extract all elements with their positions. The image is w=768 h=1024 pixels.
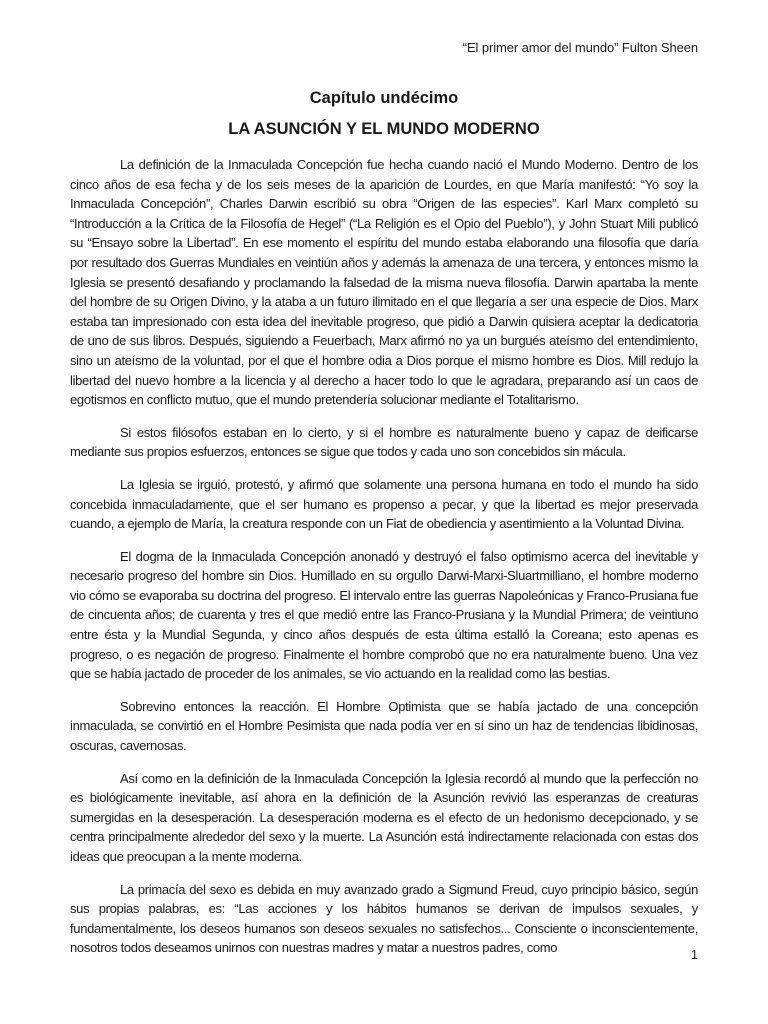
chapter-title: LA ASUNCIÓN Y EL MUNDO MODERNO	[228, 120, 540, 138]
paragraph: Sobrevino entonces la reacción. El Hombre Optimista que se había jactado de una concepción inmaculada, se convirtió en el Hombre Pesimista que nada podía ver en sí sino un haz de tendencias libidinosas, oscuras, cavernosas.	[70, 698, 698, 754]
paragraph: El dogma de la Inmaculada Concepción anonadó y destruyó el falso optimismo acerca del inevitable y necesario progreso del hombre sin Dios. Humillado en su orgullo Darwi-Marxi-Sluartmilliano, el hombre moderno vio cómo se evaporaba su doctrina del progreso. El intervalo entre las guerras Napoleónicas y Franco-Prusiana fue de cincuenta años; de cuarenta y tres el que medió entre las Franco-Prusiana y la Mundial Primera; de veintiuno entre ésta y la Mundial Segunda, y cinco años después de esta última estalló la Coreana; esto apenas es progreso, o es negación de progreso. Finalmente el hombre comprobó que no era naturalmente bueno. Una vez que se había jactado de proceder de los animales, se vio actuando en la realidad como las bestias.	[70, 548, 698, 682]
chapter-label: Capítulo undécimo	[309, 89, 459, 107]
page-number: 1	[691, 948, 698, 962]
paragraph: La Iglesia se irguió, protestó, y afirmó que solamente una persona humana en todo el mundo ha sido concebida inmaculadamente, que el ser humano es propenso a pecar, y que la libertad es mejor preservada cuando, a ejemplo de María, la creatura responde con un Fiat de obediencia y asentimiento a la Voluntad Divina.	[70, 476, 698, 532]
body-text	[70, 155, 698, 971]
paragraph: La definición de la Inmaculada Concepción fue hecha cuando nació el Mundo Moderno. Dentro de los cinco años de esa fecha y de los seis meses de la aparición de Lourdes, en que María manifestó: “Yo soy la Inmaculada Concepción”, Charles Darwin escribió su obra “Origen de las especies”. Karl Marx completó su “Introducción a la Crítica de la Filosofía de Hegel” (“La Religión es el Opio del Pueblo”), y John Stuart Mili publicó su “Ensayo sobre la Libertad”. En ese momento el espíritu del mundo estaba elaborando una filosofía que daría por resultado dos Guerras Mundiales en veintiún años y además la amenaza de una tercera, y entonces mismo la Iglesia se presentó desafiando y proclamando la falsedad de la misma nueva filosofía. Darwin apartaba la mente del hombre de su Origen Divino, y la ataba a un futuro ilimitado en el que llegaría a ser una especie de Dios. Marx estaba tan impresionado con esta idea del inevitable progreso, que pidió a Darwin quisiera aceptar la dedicatoria de uno de sus libros. Después, siguiendo a Feuerbach, Marx afirmó no ya un burgués ateísmo del entendimiento, sino un ateísmo de la voluntad, por el que el hombre odia a Dios porque el mismo hombre es Dios. Mill redujo la libertad del nuevo hombre a la licencia y al derecho a hacer todo lo que le agradara, preparando así un caos de egotismos en conflicto mutuo, que el mundo pretendería solucionar mediante el Totalitarismo.	[70, 157, 698, 408]
running-header: “El primer amor del mundo” Fulton Sheen	[462, 40, 698, 55]
paragraph: La primacía del sexo es debida en muy avanzado grado a Sigmund Freud, cuyo principio básico, según sus propias palabras, es: “Las acciones y los hábitos humanos se derivan de impulsos sexuales, y fundamentalmente, los deseos humanos son deseos sexuales no satisfechos... Consciente o inconscientemente, nosotros todos deseamos unirnos con nuestras madres y matar a nuestros padres, como	[70, 881, 698, 956]
paragraph: Así como en la definición de la Inmaculada Concepción la Iglesia recordó al mundo que la perfección no es biológicamente inevitable, así ahora en la definición de la Asunción revivió las esperanzas de creaturas sumergidas en la desesperación. La desesperación moderna es el efecto de un hedonismo decepcionado, y se centra principalmente alrededor del sexo y la muerte. La Asunción está indirectamente relacionada con estas dos ideas que preocupan a la mente moderna.	[70, 770, 698, 864]
paragraph: Si estos filósofos estaban en lo cierto, y si el hombre es naturalmente bueno y capaz de deificarse mediante sus propios esfuerzos, entonces se sigue que todos y cada uno son concebidos sin mácula.	[70, 424, 698, 460]
